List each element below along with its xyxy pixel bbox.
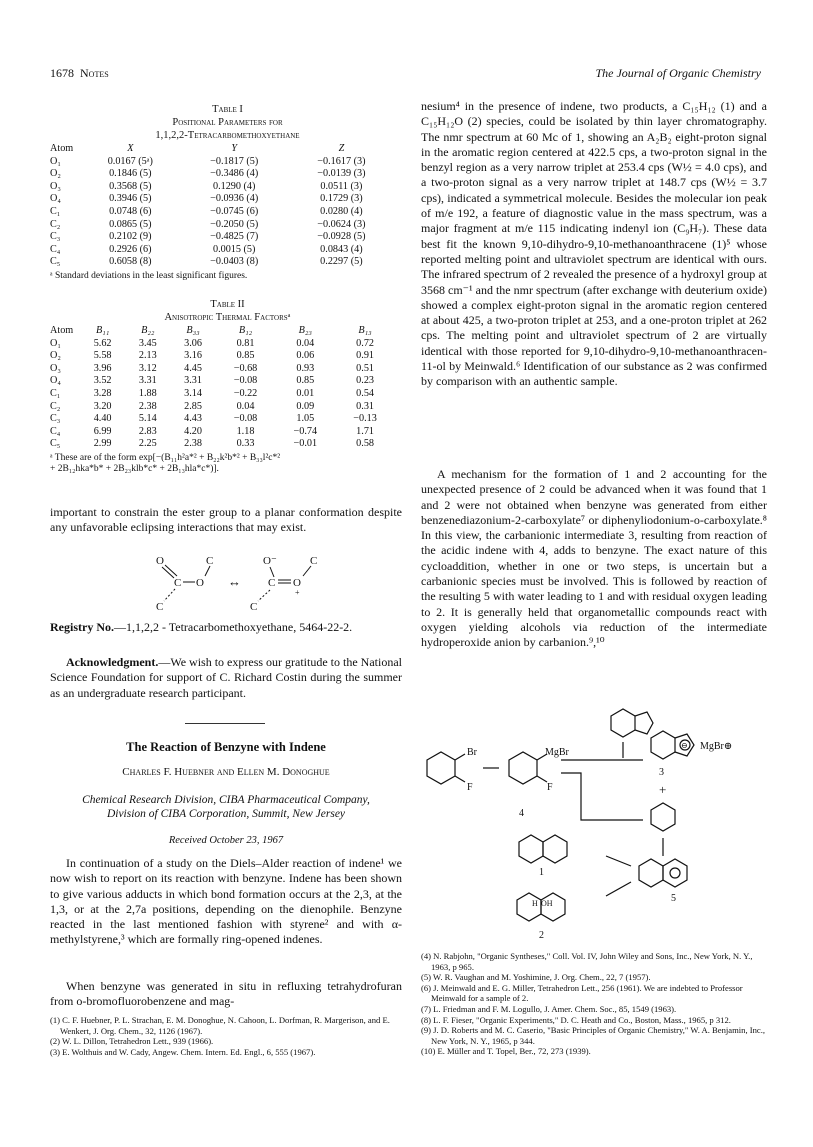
- table-cell: 0.0015 (5): [212, 243, 256, 255]
- table-cell: 2.38: [138, 400, 157, 412]
- table-row: [50, 181, 395, 194]
- table-cell: −0.0139 (3): [317, 168, 366, 180]
- table-cell: 4.40: [93, 413, 112, 425]
- anion-5-right-ring: [663, 859, 687, 887]
- table-cell: −0.22: [233, 387, 258, 399]
- table-cell: 2.38: [184, 438, 202, 450]
- table-cell: O₁: [50, 337, 61, 349]
- table-1-footnote: ᵃ Standard deviations in the least significant figures.: [50, 270, 248, 281]
- table-1-header: Y: [231, 143, 238, 154]
- table-cell: 5.62: [93, 337, 112, 349]
- table-cell: −0.01: [293, 438, 318, 450]
- table-cell: 3.31: [184, 375, 202, 387]
- table-row: [50, 219, 395, 232]
- table-2-footnote: [50, 453, 405, 476]
- table-cell: 0.93: [296, 362, 315, 374]
- table-2-header: B₁₂: [238, 325, 253, 336]
- footnote: (8) L. F. Fieser, "Organic Experiments," D. C. Heath and Co., Boston, Mass., 1965, p 312.: [421, 1014, 731, 1025]
- anion-5-left-ring: [639, 859, 663, 887]
- table-2-header: B₁₃: [358, 325, 372, 336]
- table-cell: 3.52: [93, 375, 112, 387]
- table-cell: −0.1817 (5): [210, 155, 259, 167]
- table-cell: 0.2297 (5): [320, 256, 363, 268]
- table-cell: O₃: [50, 180, 61, 192]
- page-number: 1678 Notes: [50, 66, 109, 80]
- table-row: [50, 244, 395, 257]
- label-1: 1: [539, 867, 544, 878]
- table-row: [50, 438, 395, 451]
- res-o3: O: [293, 577, 301, 589]
- table-cell: 0.72: [356, 337, 374, 349]
- table-cell: C₅: [50, 438, 61, 450]
- table-cell: 0.1290 (4): [212, 180, 256, 192]
- table-2-header: B₃₃: [186, 325, 200, 336]
- table-cell: O₁: [50, 155, 61, 167]
- res-c3: C: [156, 601, 164, 613]
- table-cell: 3.96: [93, 362, 112, 374]
- table-2-footnote-line2: + 2B₁₂hka*b* + 2B₂₃klb*c* + 2B₁₃hla*c*)].: [50, 464, 219, 475]
- label-3: 3: [659, 767, 664, 778]
- label-mgbr: MgBr: [545, 747, 569, 758]
- table-cell: 1.88: [138, 387, 157, 399]
- mechanism-paragraph: A mechanism for the formation of 1 and 2 accounting for the unexpected presence of 2 could be advanced when it was found that 1 and 2 were not obtained when benzyne was generated from either benzenediazonium-2-carboxylate⁷ or diphenyliodonium-o-carboxylate.⁸ In this view, the carbanionic intermediate 3, resulting from reaction of the acidic indene with 4, adds to benzyne. The exact nature of this cycloaddition, whether in one or two steps, is uncertain but a carbanionic species must be involved. This is followed by reaction of the resulting 5 with water leading to 1 and with residual oxygen leading to 2. It is generally held that organometallic compounds react with oxygen yielding alcohols via reduction of the intermediate hydroperoxide anion by carbanion.⁹,¹⁰: [421, 467, 767, 650]
- bond: [258, 590, 270, 601]
- table-cell: 0.85: [296, 375, 315, 387]
- table-cell: 4.43: [184, 413, 202, 425]
- arrow-to-1: [606, 856, 631, 866]
- benzyne-structure: [651, 803, 675, 831]
- table-cell: O₄: [50, 375, 61, 387]
- table-cell: 0.0865 (5): [109, 218, 152, 230]
- table-cell: 2.25: [138, 438, 157, 450]
- section-name: Notes: [80, 66, 109, 80]
- table-2-header: B₂₃: [298, 325, 312, 336]
- table-cell: 0.0843 (4): [320, 243, 363, 255]
- table-cell: −0.1617 (3): [317, 155, 366, 167]
- footnote: (10) E. Müller and T. Topel, Ber., 72, 273 (1939).: [421, 1046, 591, 1057]
- res-o-minus: O⁻: [263, 555, 277, 567]
- acknowledgment-paragraph: [50, 655, 402, 701]
- table-cell: 6.99: [93, 425, 112, 437]
- label-mgbr-plus: MgBr⊕: [700, 741, 733, 752]
- table-2-footnote-line1: ᵃ These are of the form exp[−(B₁₁h²a*² + B₂₂k²b*² + B₃₃l²c*²: [50, 452, 281, 463]
- table-cell: 5.14: [138, 413, 157, 425]
- table-cell: C₂: [50, 400, 61, 412]
- table-1: [50, 103, 405, 282]
- registry-paragraph: [50, 620, 402, 635]
- bond: [205, 566, 210, 576]
- table-cell: C₅: [50, 256, 61, 268]
- table-cell: −0.0928 (5): [317, 231, 366, 243]
- table-cell: 0.3946 (5): [109, 193, 152, 205]
- table-row: [50, 156, 395, 169]
- minus-circle-5: [670, 868, 680, 878]
- table-cell: 0.31: [356, 400, 374, 412]
- table-cell: 0.33: [236, 438, 255, 450]
- table-cell: 0.0511 (3): [320, 180, 363, 192]
- res-arrow: ↔: [228, 574, 241, 589]
- table-cell: 0.6058 (8): [109, 256, 152, 268]
- table-cell: O₂: [50, 168, 61, 180]
- table-cell: −0.2050 (5): [210, 218, 259, 230]
- table-cell: 4.45: [184, 362, 202, 374]
- resonance-diagram: [150, 550, 350, 614]
- table-cell: 0.1729 (3): [320, 193, 363, 205]
- table-row: [50, 375, 395, 388]
- table-cell: 2.83: [138, 425, 157, 437]
- table-row: [50, 363, 395, 376]
- table-cell: 3.14: [184, 387, 202, 399]
- table-row: [50, 193, 395, 206]
- footnote: (2) W. L. Dillon, Tetrahedron Lett., 939 (1966).: [50, 1036, 214, 1047]
- table-cell: 0.51: [356, 362, 374, 374]
- table-cell: 3.12: [138, 362, 157, 374]
- table-cell: 2.85: [184, 400, 202, 412]
- table-row: [50, 388, 395, 401]
- footnote: (7) L. Friedman and F. M. Logullo, J. Amer. Chem. Soc., 85, 1549 (1963).: [421, 1003, 677, 1014]
- table-2-header: Atom: [50, 325, 74, 336]
- table-cell: −0.4825 (7): [210, 231, 259, 243]
- table-cell: 0.04: [236, 400, 255, 412]
- f2-bond: [537, 776, 547, 782]
- ack-text: —We wish to express our gratitude to the National Science Foundation for support of C. Richard Costin during the summer as an undergraduate research participant.: [50, 655, 402, 700]
- table-cell: C₃: [50, 413, 61, 425]
- table-1-header: X: [127, 143, 134, 154]
- results-paragraph: nesium⁴ in the presence of indene, two products, a C₁₅H₁₂ (1) and a C₁₅H₁₂O (2) species, could be isolated by thin layer chromatography. The nmr spectrum at 60 Mc of 1, showing an A₂B₂ eight-proton signal in the aromatic region centered at 422.5 cps, a two-proton signal in the benzyl region as a very narrow triplet at 253.4 cps (W½ = 4.0 cps), and a two-proton signal as a very narrow triplet at 148.7 cps (W½ = 3.7 cps), indicated a symmetrical molecule. Besides the molecular ion peak of m/e 192, a feature of diagnostic value in the mass spectrum, was a major fragment at m/e 115 indicating indenyl ion (C₉H₇). These data best fit the known 9,10-dihydro-9,10-methanoanthracene (1)⁵ whose reported melting point and ultraviolet spectrum are identical with ours. The infrared spectrum of 2 revealed the presence of a hydroxyl group at 3568 cm⁻¹ and the nmr spectrum (after exchange with deuterium oxide) showed a complex eight-proton signal in the aromatic region centered at about 425, a two-proton triplet at 253, and a one-proton triplet at 262 cps. The melting point and ultraviolet spectrum of 2 are virtually identical with those reported for 9,10-dihydro-9,10-methanoanthracen-11-ol by Meinwald.⁶ Identification of our substance as 2 was confirmed by comparison with an authentic sample.: [421, 99, 767, 389]
- table-cell: 0.06: [296, 350, 315, 362]
- label-f2: F: [547, 782, 553, 793]
- res-c4: C: [310, 555, 318, 567]
- table-cell: 1.05: [296, 413, 315, 425]
- bromofluorobenzene-structure: [427, 752, 455, 784]
- bond: [165, 565, 177, 576]
- grignard-structure: [509, 752, 537, 784]
- table-2-header: B₁₁: [95, 325, 110, 336]
- res-c6: C: [250, 601, 258, 613]
- table-2-label: Table II: [210, 299, 245, 310]
- table-cell: 5.58: [93, 350, 112, 362]
- res-o2: O: [196, 577, 204, 589]
- table-cell: −0.0745 (6): [210, 205, 259, 217]
- arrow-to-benzyne: [561, 773, 643, 820]
- label-4: 4: [519, 808, 524, 819]
- product-1-left: [519, 835, 543, 863]
- table-row: [50, 231, 395, 244]
- table-cell: O₂: [50, 350, 61, 362]
- table-row: [50, 168, 395, 181]
- table-cell: 0.1846 (5): [109, 168, 152, 180]
- table-cell: 0.0748 (6): [109, 205, 152, 217]
- table-cell: 0.3568 (5): [109, 180, 152, 192]
- label-2: 2: [539, 930, 544, 941]
- table-cell: 3.45: [138, 337, 157, 349]
- table-row: [50, 350, 395, 363]
- affiliation: [50, 793, 402, 821]
- journal-name: The Journal of Organic Chemistry: [595, 66, 761, 80]
- res-c1: C: [206, 555, 214, 567]
- table-cell: −0.13: [353, 413, 377, 425]
- table-cell: C₁: [50, 205, 61, 217]
- table-cell: 2.99: [93, 438, 112, 450]
- arrow-to-2: [606, 882, 631, 896]
- table-cell: 0.81: [236, 337, 255, 349]
- conformation-paragraph: important to constrain the ester group to a planar conformation despite any unfavorable eclipsing interactions that may exist.: [50, 505, 402, 535]
- article-authors: Charles F. Huebner and Ellen M. Donoghue: [122, 766, 330, 778]
- res-c2: C: [174, 577, 182, 589]
- footnote: (3) E. Wolthuis and W. Cady, Angew. Chem. Intern. Ed. Engl., 6, 555 (1967).: [50, 1046, 316, 1057]
- table-cell: 3.20: [93, 400, 112, 412]
- table-row: [50, 401, 395, 414]
- table-1-header: Atom: [50, 143, 74, 154]
- table-row: [50, 256, 395, 269]
- table-row: [50, 338, 395, 351]
- table-cell: O₃: [50, 362, 61, 374]
- table-cell: 0.01: [296, 387, 315, 399]
- res-c5: C: [268, 577, 276, 589]
- footnote: (5) W. R. Vaughan and M. Yoshimine, J. Org. Chem., 22, 7 (1957).: [421, 972, 651, 983]
- footnote: (6) J. Meinwald and E. G. Miller, Tetrahedron Lett., 256 (1961). We are indebted to Professor Meinwald for a sample of 2.: [421, 982, 743, 1004]
- table-cell: −0.08: [233, 375, 258, 387]
- intro-paragraph: In continuation of a study on the Diels–Alder reaction of indene¹ we now wish to report on its reaction with benzyne. Indene has been shown to give various adducts in which bond formation occurs at the 2,3, at the 1,3, or at the 2,7a positions, depending on the dienophile. Benzyne reacted in the last mentioned fashion with styrene² and with α-methylstyrene,³ which are formally ring-opened indenes.: [50, 856, 402, 947]
- table-1-grid: [50, 143, 395, 269]
- table-cell: 0.0167 (5ᵃ): [107, 155, 153, 167]
- table-cell: 2.13: [138, 350, 157, 362]
- label-h: H: [532, 899, 538, 908]
- table-cell: −0.0624 (3): [317, 218, 366, 230]
- table-cell: −0.0936 (4): [210, 193, 259, 205]
- table-cell: 0.2926 (6): [109, 243, 152, 255]
- article-title: The Reaction of Benzyne with Indene: [126, 740, 326, 754]
- table-cell: 0.85: [236, 350, 255, 362]
- table-cell: 1.18: [236, 425, 255, 437]
- table-cell: C₃: [50, 231, 61, 243]
- ack-label: Acknowledgment.: [66, 655, 159, 669]
- label-5: 5: [671, 893, 676, 904]
- article-divider: [185, 723, 265, 724]
- indene-ring: [635, 712, 653, 734]
- registry-label: Registry No.: [50, 620, 114, 634]
- table-cell: 4.20: [184, 425, 202, 437]
- received-date: Received October 23, 1967: [168, 835, 284, 846]
- table-cell: 3.16: [184, 350, 202, 362]
- footnote: (1) C. F. Huebner, P. L. Strachan, E. M. Donoghue, N. Cahoon, L. Dorfman, R. Margerison, and E. Wenkert, J. Org. Chem., 32, 1126 (1967).: [50, 1015, 390, 1036]
- table-2-title: Anisotropic Thermal Factorsᵃ: [164, 312, 291, 323]
- br-bond: [455, 754, 465, 760]
- label-oh: OH: [541, 899, 553, 908]
- table-cell: 3.06: [184, 337, 202, 349]
- table-2-header: B₂₂: [141, 325, 155, 336]
- right-footnotes: [421, 951, 767, 1057]
- footnote: (9) J. D. Roberts and M. C. Caserio, "Basic Principles of Organic Chemistry," W. A. Benjamin, Inc., New York, N. Y., 1965, p 344.: [421, 1025, 766, 1046]
- table-cell: −0.08: [233, 413, 258, 425]
- res-plus: +: [295, 588, 300, 597]
- table-2: [50, 298, 405, 476]
- table-cell: O₄: [50, 193, 61, 205]
- table-cell: 0.91: [356, 350, 374, 362]
- table-cell: −0.68: [233, 362, 258, 374]
- table-cell: C₄: [50, 425, 61, 437]
- benzyne-paragraph: When benzyne was generated in situ in refluxing tetrahydrofuran from o-bromofluorobenzene and mag-: [50, 979, 402, 1009]
- table-2-grid: [50, 325, 395, 451]
- label-plus: +: [659, 782, 667, 797]
- table-row: [50, 413, 395, 426]
- table-cell: 0.04: [296, 337, 315, 349]
- table-cell: 0.54: [356, 387, 374, 399]
- table-cell: −0.3486 (4): [210, 168, 259, 180]
- table-cell: C₂: [50, 218, 61, 230]
- table-cell: C₄: [50, 243, 61, 255]
- affiliation-line2: Division of CIBA Corporation, Summit, New Jersey: [106, 808, 346, 820]
- table-1-label: Table I: [212, 104, 243, 115]
- table-cell: 3.28: [93, 387, 112, 399]
- table-1-title-line1: Positional Parameters for: [172, 117, 283, 128]
- registry-text: —1,1,2,2 - Tetracarbomethoxyethane, 5464-22-2.: [113, 620, 353, 634]
- bond: [303, 566, 311, 576]
- footnote: (4) N. Rabjohn, "Organic Syntheses," Coll. Vol. IV, John Wiley and Sons, Inc., New York, N. Y., 1963, p 965.: [421, 951, 753, 972]
- indenyl-anion-structure: [651, 731, 675, 759]
- table-cell: C₁: [50, 387, 61, 399]
- table-cell: −0.0403 (8): [210, 256, 259, 268]
- table-1-title-line2: 1,1,2,2-Tetracarbomethoxyethane: [155, 130, 300, 141]
- indene-structure: [611, 709, 635, 737]
- left-footnotes: [50, 1015, 402, 1057]
- f-bond: [455, 776, 465, 782]
- table-cell: −0.74: [293, 425, 318, 437]
- product-1-right: [543, 835, 567, 863]
- table-cell: 0.2102 (9): [109, 231, 152, 243]
- table-cell: 0.09: [296, 400, 315, 412]
- table-cell: 0.58: [356, 438, 374, 450]
- label-minus: ⊖: [681, 741, 688, 750]
- label-br: Br: [467, 747, 477, 758]
- table-cell: 1.71: [356, 425, 374, 437]
- table-cell: 0.0280 (4): [320, 205, 363, 217]
- table-row: [50, 206, 395, 219]
- affiliation-line1: Chemical Research Division, CIBA Pharmaceutical Company,: [82, 794, 370, 806]
- table-cell: 3.31: [138, 375, 157, 387]
- table-1-header: Z: [338, 143, 345, 154]
- bond: [162, 567, 174, 578]
- bond: [270, 567, 274, 577]
- table-row: [50, 426, 395, 439]
- res-o1: O: [156, 555, 164, 567]
- table-cell: 0.23: [356, 375, 374, 387]
- label-f: F: [467, 782, 473, 793]
- bond: [164, 589, 175, 601]
- reaction-scheme: [421, 698, 767, 948]
